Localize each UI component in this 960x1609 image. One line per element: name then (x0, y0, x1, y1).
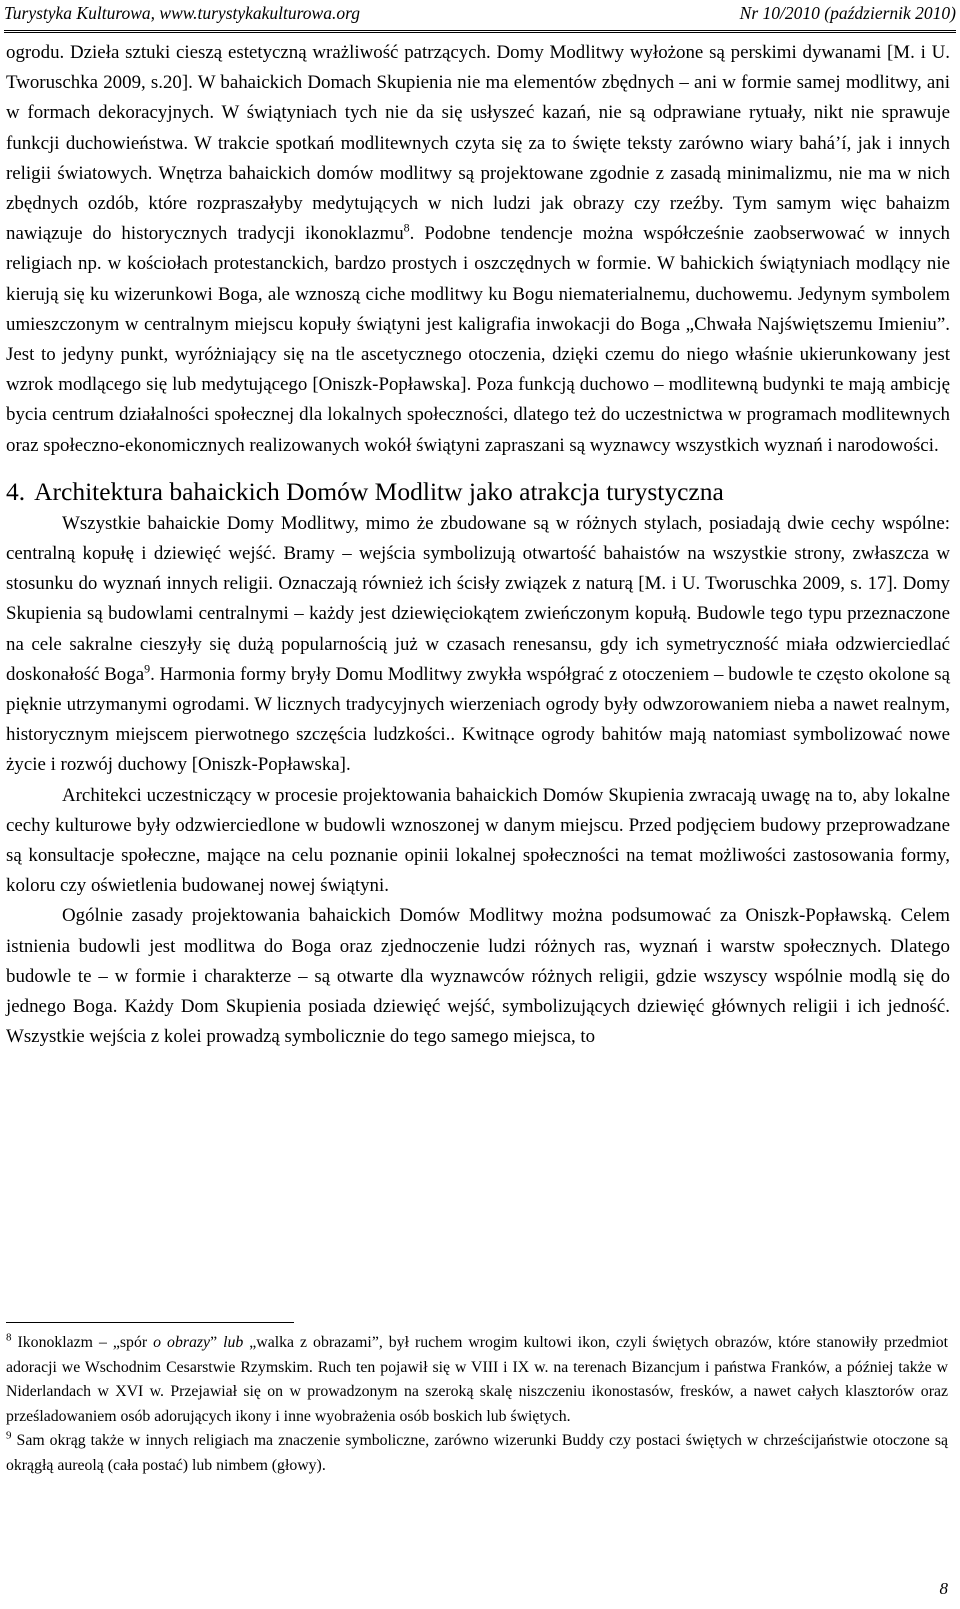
dash: – (342, 543, 352, 565)
text-run: ” (210, 1334, 224, 1351)
dash: – (679, 72, 689, 94)
text-run: ogrodu. Dzieła sztuki cieszą estetyczną wrażliwość patrzących. Domy Modlitwy wyłożone są perskimi dywanami [M. i U. Tworuschka 2009, s.20]. W bahaickich Domach Skupienia nie ma elementów zbędnych (6, 42, 950, 94)
text-run: są otwarte dla wyznawców różnych religii, gdzie wszyscy wspólnie modlą się do jednego Boga. Każdy Dom Skupienia posiada dziewięć wejść, symbolizujących dziewięć głównych religii i ich jedność. Wszystkie wejścia z kolei prowadzą symbolicznie do tego samego miejsca, to (6, 965, 950, 1048)
article-body (6, 38, 950, 1053)
text-run: Sam okrąg także w innych religiach ma znaczenie symboliczne, zarówno wizerunki Buddy czy postaci świętych w chrześcijaństwie otoczone są okrągłą aureolą (cała postać) lub nimbem (głowy). (6, 1432, 948, 1474)
text-run: „walka z obrazami”, był ruchem wrogim kultowi ikon, czyli świętych obrazów, które stanowiły przedmiot adoracji we Wschodnim Cesarstwie Rzymskim. Ruch ten pojawił się w VIII i IX w. na terenach Bizancjum i państwa Franków, a później także w Niderlandach w XVI w. Przejawiał się on w prowadzonym na szeroką skalę niszczeniu ikonostasów, fresków, a nawet całych klasztorów oraz prześladowaniem osób adorujących ikony i inne wyobrażenia osób boskich lub świętych. (6, 1334, 948, 1425)
footnote-9 (6, 1429, 948, 1478)
dash: – (294, 603, 304, 625)
text-run: . Podobne tendencje można współcześnie zaobserwować w innych religiach np. w kościołach protestanckich, bardzo prostych i oszczędnych w formie. W bahickich świątyniach modlący nie kierują się ku wizerunkowi Boga, ale wznoszą ciche modlitwy ku Bogu niematerialnemu, duchowemu. Jedynym symbolem umieszczonym w centralnym miejscu kopuły świątyni jest kaligrafia inwokacji do Boga „Chwała Najświętszemu Imieniu”. Jest to jedyny punkt, wyróżniający się na tle ascetycznego otoczenia, dzięki czemu do niego właśnie ukierunkowany jest wzrok modlącego się lub medytującego [Oniszk-Popławska]. Poza funkcją duchowo (6, 223, 950, 396)
running-header (4, 0, 956, 33)
dash: – (298, 965, 308, 987)
dash: – (98, 965, 108, 987)
issue-number: Nr 10/2010 (październik 2010) (739, 3, 956, 23)
footnote-ref-9[interactable]: 9 (144, 661, 151, 676)
paragraph-4 (6, 901, 950, 1052)
italic-text: lub (223, 1334, 244, 1351)
italic-text: o obrazy (153, 1334, 211, 1351)
footnote-ref-8[interactable]: 8 (403, 220, 410, 235)
text-run: Ogólnie zasady projektowania bahaickich Domów Modlitwy można podsumować za Oniszk-Popławską. Celem istnienia budowli jest modlitwa do Boga oraz zjednoczenie ludzi różnych ras, wyznań i warstw społecznych. Dlatego budowle te (6, 905, 950, 987)
text-run: budowle te często okolone są pięknie utrzymanymi ogrodami. W licznych tradycyjnych wierzeniach ogrody były odwzorowaniem nieba a nawet realnym, historycznym miejscem pierwotnego szczęścia ludzkości.. Kwitnące ogrody bahitów mają natomiast symbolizować nowe życie i rozwój duchowy [Oniszk-Popławska]. (6, 663, 950, 776)
paragraph-1 (6, 38, 950, 461)
section-heading (6, 475, 950, 509)
text-run: każdy jest dziewięciokątem zwieńczonym kopułą. Budowle tego typu przeznaczone na cele sakralne cieszyły się dużą popularnością już w czasach renesansu, gdy ich symetryczność miała odzwierciedlać doskonałość Boga (6, 603, 950, 685)
footnote-separator (6, 1322, 294, 1323)
section-title: Architektura bahaickich Domów Modlitw jako atrakcja turystyczna (34, 476, 724, 506)
paragraph-3: Architekci uczestniczący w procesie projektowania bahaickich Domów Skupienia zwracają uwagę na to, aby lokalne cechy kulturowe były odzwierciedlone w budowli wznoszonej w danym miejscu. Przed podjęciem budowy przeprowadzane są konsultacje społeczne, mające na celu poznanie opinii lokalnej społeczności na temat możliwości zastosowania formy, koloru czy oświetlenia budowanej nowej świątyni. (6, 784, 950, 897)
text-run: modlitewną budynki te mają ambicję bycia centrum działalności społecznej dla lokalnych społeczności, dlatego też do uczestnictwa w programach modlitewnych oraz społeczno-ekonomicznych realizowanych wokół świątyni zapraszani są wyznawcy wszystkich wyznań i narodowości. (6, 374, 950, 456)
footnote-number: 9 (6, 1430, 12, 1443)
text-run: Ikonoklazm (11, 1334, 99, 1351)
footnote-8 (6, 1331, 948, 1429)
section-number: 4. (6, 476, 26, 506)
dash: – (713, 663, 724, 685)
text-run: ani w formie samej modlitwy, ani w formach dekoracyjnych. W świątyniach tych nie da się usłyszeć kazań, nie są odprawiane rytuały, nikt nie sprawuje funkcji duchowieństwa. W trakcie spotkań modlitewnych czyta się za to święte teksty zarówno wiary bahá’í, jak i innych religii światowych. Wnętrza bahaickich domów modlitwy są projektowane zgodnie z zasadą minimalizmu, nie ma w nich zbędnych ozdób, które rozpraszałyby medytujących w nich ludzi jak obrazy czy rzeźby. Tym samym więc bahaizm nawiązuje do historycznych tradycji ikonoklazmu (6, 72, 950, 245)
page-number: 8 (939, 1579, 948, 1598)
text-run: Wszystkie bahaickie Domy Modlitwy, mimo że zbudowane są w różnych stylach, posiadają dwie cechy wspólne: centralną kopułę i dziewięć wejść. Bramy (6, 512, 950, 565)
dash: – (654, 374, 664, 396)
text-run: „spór (106, 1334, 154, 1351)
paragraph-2 (6, 509, 950, 781)
text-run: . Harmonia formy bryły Domu Modlitwy zwykła współgrać z otoczeniem (150, 663, 714, 685)
dash: – (98, 1334, 107, 1351)
footnotes (6, 1331, 948, 1479)
footnote-number: 8 (6, 1331, 12, 1344)
text-run: w formie i charakterze (107, 965, 299, 987)
journal-title: Turystyka Kulturowa, www.turystykakulturowa.org (4, 3, 361, 23)
text-run: wejścia symbolizują otwartość bahaistów na wszystkie strony, zwłaszcza w stosunku do wyznań innych religii. Oznaczają również ich ścisły związek z naturą [M. i U. Tworuschka 2009, s. 17]. Domy Skupienia są budowlami centralnymi (6, 543, 950, 625)
